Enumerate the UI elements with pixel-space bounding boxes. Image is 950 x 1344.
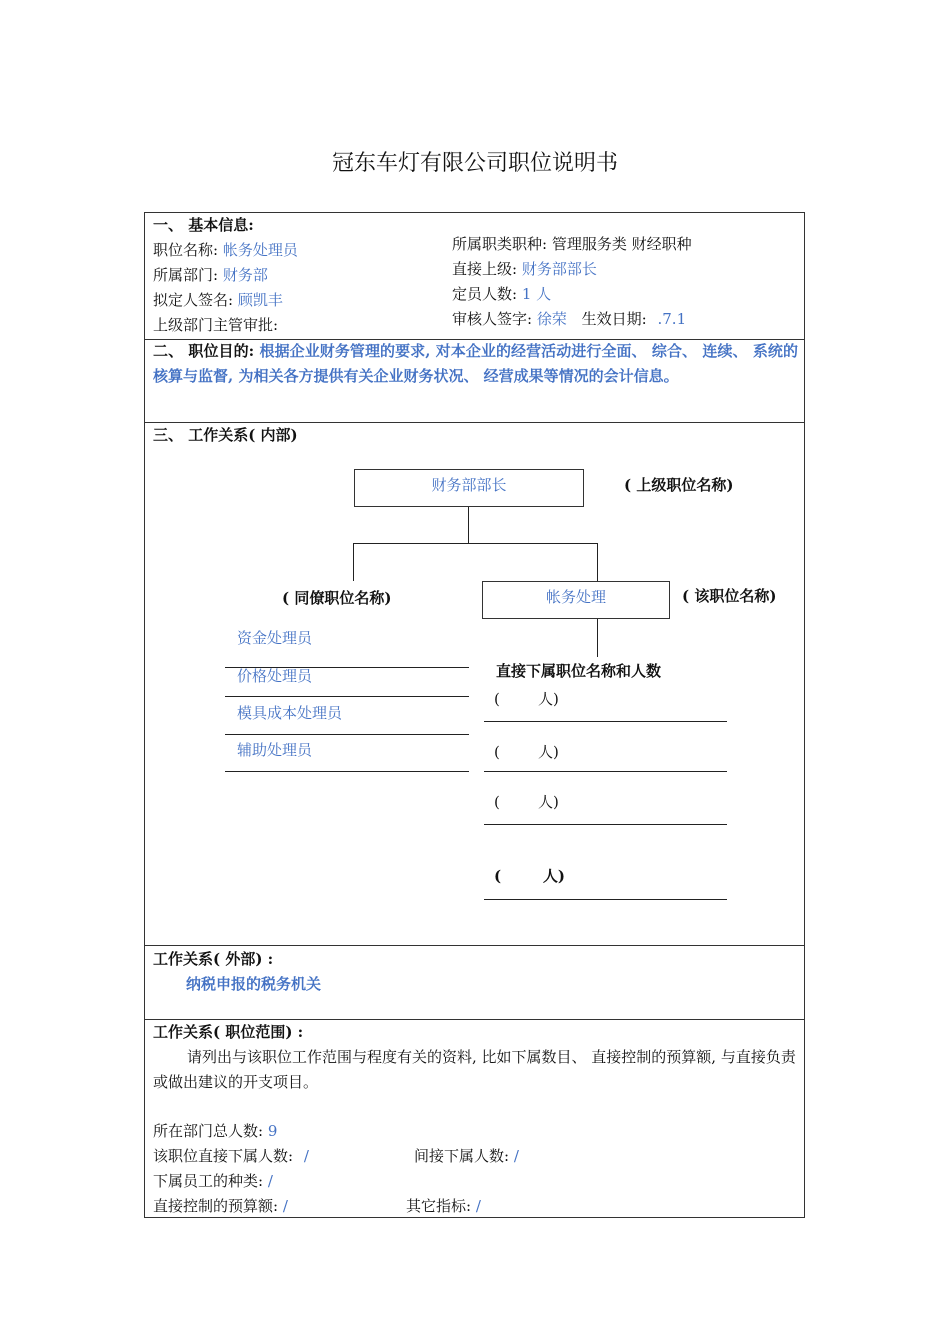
- reviewer-label: 审核人签字:: [452, 310, 533, 328]
- indirect-sub-row: [414, 1146, 519, 1166]
- superior-value: 财务部部长: [521, 260, 597, 278]
- reviewer-row: [452, 309, 686, 329]
- connector-line: [353, 543, 354, 581]
- peer-item: 资金处理员: [237, 629, 313, 647]
- scope-intro: 请列出与该职位工作范围与程度有关的资料, 比如下属数目、 直接控制的预算额, 与直接负责或做出建议的开支项目。: [153, 1048, 796, 1091]
- purpose-text: 根据企业财务管理的要求, 对本企业的经营活动进行全面、 综合、 连续、 系统的核算与监督, 为相关各方提供有关企业财务状况、 经营成果等情况的会计信息。: [153, 342, 798, 385]
- department-row: [153, 265, 268, 285]
- peer-underline: [225, 696, 469, 697]
- connector-line: [468, 507, 469, 544]
- dept-total-row: [153, 1121, 277, 1141]
- subordinate-underline: [484, 771, 727, 772]
- scope-heading: 工作关系( 职位范围) :: [153, 1023, 304, 1041]
- sub-types-value: /: [267, 1172, 273, 1190]
- headcount-row: [452, 284, 551, 304]
- other-metrics-label: 其它指标:: [406, 1197, 472, 1215]
- sub-types-label: 下属员工的种类:: [153, 1172, 264, 1190]
- indirect-sub-value: /: [513, 1147, 519, 1165]
- connector-line: [597, 543, 598, 582]
- direct-sub-value: /: [303, 1147, 309, 1165]
- department-label: 所属部门:: [153, 266, 219, 284]
- document-title: 冠东车灯有限公司职位说明书: [331, 151, 618, 176]
- peer-underline: [225, 734, 469, 735]
- peer-item: 价格处理员: [237, 667, 313, 685]
- subordinate-underline: [484, 899, 727, 900]
- drafter-value: 顾凯丰: [237, 291, 283, 309]
- purpose-block: [153, 339, 798, 389]
- direct-sub-label: 该职位直接下属人数:: [153, 1147, 294, 1165]
- approver-label: 上级部门主管审批:: [153, 316, 279, 334]
- effective-date-label: 生效日期:: [581, 310, 647, 328]
- sub-types-row: [153, 1171, 273, 1191]
- external-relations-heading: 工作关系( 外部) :: [153, 950, 274, 968]
- effective-date-value: .7.1: [657, 310, 687, 328]
- subordinate-row: ( 人): [494, 867, 565, 885]
- budget-label: 直接控制的预算额:: [153, 1197, 279, 1215]
- drafter-row: [153, 290, 283, 310]
- section-divider: [144, 945, 805, 946]
- superior-position-box: 财务部部长: [354, 469, 584, 507]
- drafter-label: 拟定人签名:: [153, 291, 234, 309]
- connector-line: [597, 619, 598, 657]
- reviewer-value: 徐荣: [536, 310, 567, 328]
- section-divider: [144, 1019, 805, 1020]
- section-divider: [144, 422, 805, 423]
- budget-row: [153, 1196, 288, 1216]
- basic-info-heading: 一、 基本信息:: [153, 216, 254, 234]
- internal-relations-heading: 三、 工作关系( 内部): [153, 426, 298, 444]
- peer-underline: [225, 771, 469, 772]
- headcount-value: 1 人: [521, 285, 552, 303]
- position-name-row: [153, 240, 298, 260]
- self-position-box: 帐务处理: [482, 581, 670, 619]
- peer-item: 辅助处理员: [237, 741, 313, 759]
- subordinate-row: ( 人): [494, 743, 559, 761]
- external-relations-value: 纳税申报的税务机关: [186, 975, 322, 993]
- department-value: 财务部: [222, 266, 268, 284]
- other-metrics-value: /: [475, 1197, 481, 1215]
- subordinates-heading: 直接下属职位名称和人数: [496, 662, 662, 680]
- category-row: [452, 234, 692, 254]
- self-caption: ( 该职位名称): [676, 586, 782, 606]
- budget-value: /: [282, 1197, 288, 1215]
- position-name-value: 帐务处理员: [222, 241, 298, 259]
- superior-row: [452, 259, 597, 279]
- subordinate-row: ( 人): [494, 690, 559, 708]
- superior-caption: ( 上级职位名称): [624, 476, 734, 494]
- dept-total-value: 9: [267, 1122, 278, 1140]
- dept-total-label: 所在部门总人数:: [153, 1122, 264, 1140]
- connector-line: [353, 543, 598, 544]
- subordinate-row: ( 人): [494, 793, 559, 811]
- headcount-label: 定员人数:: [452, 285, 518, 303]
- subordinate-underline: [484, 721, 727, 722]
- direct-sub-row: [153, 1146, 309, 1166]
- indirect-sub-label: 间接下属人数:: [414, 1147, 510, 1165]
- peer-caption: ( 同僚职位名称): [282, 589, 392, 607]
- category-label: 所属职类职种:: [452, 235, 548, 253]
- category-value: 管理服务类 财经职种: [551, 235, 692, 253]
- peer-item: 模具成本处理员: [237, 704, 343, 722]
- superior-label: 直接上级:: [452, 260, 518, 278]
- position-name-label: 职位名称:: [153, 241, 219, 259]
- subordinate-underline: [484, 824, 727, 825]
- other-metrics-row: [406, 1196, 481, 1216]
- purpose-heading: 二、 职位目的:: [153, 342, 255, 360]
